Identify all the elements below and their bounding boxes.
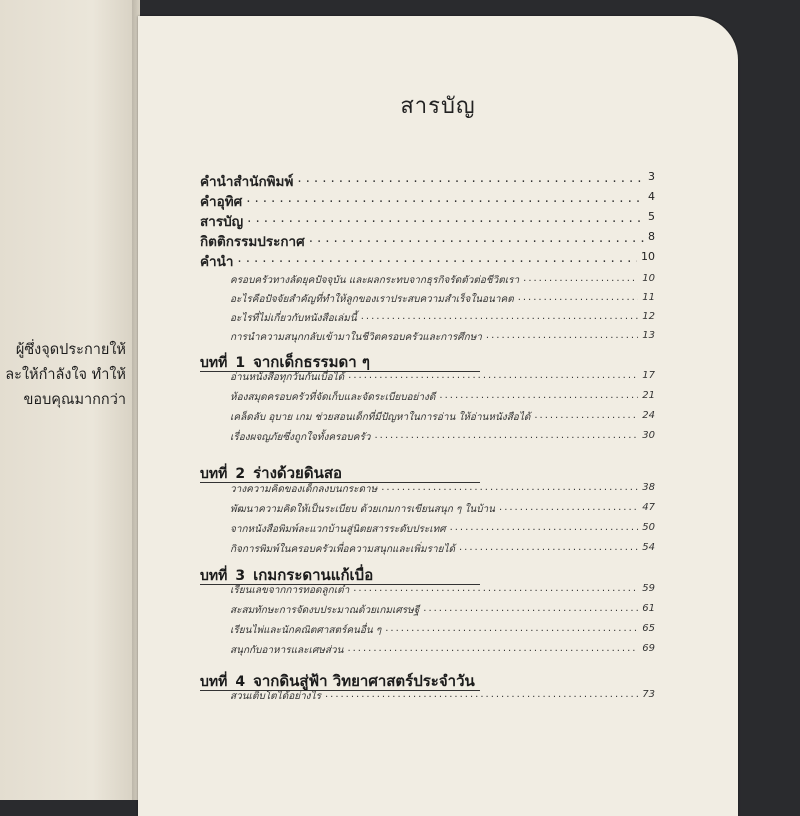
- toc-entry-page: 4: [648, 190, 655, 203]
- toc-sub-entry-page: 73: [642, 689, 655, 700]
- left-page-line: ละให้กำลังใจ ทำให้: [5, 367, 126, 383]
- toc-entry-label: คำนำสำนักพิมพ์: [200, 174, 294, 190]
- toc-entry-label: สารบัญ: [200, 214, 244, 230]
- toc-sub-entry-page: 61: [642, 603, 655, 614]
- toc-sub-entry: [230, 273, 655, 287]
- left-page: [0, 0, 132, 800]
- leader-dots: [439, 390, 638, 404]
- toc-sub-entry-label: อะไรที่ไม่เกี่ยวกับหนังสือเล่มนี้: [230, 313, 357, 324]
- leader-dots: [237, 250, 637, 268]
- leader-dots: [450, 522, 639, 536]
- toc-sub-entry-label: เรียนไพ่และนักคณิตศาสตร์คนอื่น ๆ: [230, 625, 382, 636]
- toc-sub-entry-page: 24: [642, 410, 655, 421]
- chapter-label: บทที่: [200, 466, 228, 482]
- toc-sub-entry: [230, 689, 655, 703]
- toc-sub-entry-page: 47: [642, 502, 655, 513]
- toc-sub-entry: [230, 370, 655, 384]
- chapter-number: 2: [235, 466, 246, 482]
- leader-dots: [423, 603, 638, 617]
- toc-sub-entry-label: จากหนังสือพิมพ์ละแวกบ้านสู่นิตยสารระดับประเทศ: [230, 524, 446, 535]
- leader-dots: [385, 623, 638, 637]
- toc-entry: [200, 170, 655, 188]
- toc-sub-entry-label: เคล็ดลับ อุบาย เกม ช่วยสอนเด็กที่มีปัญหาในการอ่าน ให้อ่านหนังสือได้: [230, 412, 531, 423]
- toc-sub-entry-label: ครอบครัวทางลัดยุคปัจจุบัน และผลกระทบจากธุรกิจรัดตัวต่อชีวิตเรา: [230, 275, 520, 286]
- toc-sub-entry: [230, 292, 655, 306]
- toc-sub-entry: [230, 330, 655, 344]
- leader-dots: [309, 230, 644, 248]
- toc-sub-entry-label: เรื่องผจญภัยซึ่งถูกใจทั้งครอบครัว: [230, 432, 371, 443]
- toc-sub-entry-label: วางความคิดของเด็กลงบนกระดาษ: [230, 484, 378, 495]
- toc-sub-entry-label: การนำความสนุกกลับเข้ามาในชีวิตครอบครัวและการศึกษา: [230, 332, 482, 343]
- leader-dots: [353, 583, 638, 597]
- toc-sub-entry-page: 38: [642, 482, 655, 493]
- chapter-title: เกมกระดานแก้เบื่อ: [253, 566, 374, 584]
- toc-sub-entry: [230, 430, 655, 444]
- toc-entry-label: กิตติกรรมประกาศ: [200, 234, 305, 250]
- toc-sub-entry-page: 54: [642, 542, 655, 553]
- toc-entry-label: คำนำ: [200, 254, 234, 270]
- toc-sub-entry-label: สนุกกับอาหารและเศษส่วน: [230, 645, 344, 656]
- toc-sub-entry: [230, 542, 655, 556]
- leader-dots: [325, 689, 638, 703]
- leader-dots: [523, 273, 638, 287]
- leader-dots: [459, 542, 638, 556]
- left-page-line: ขอบคุณมากกว่า: [23, 392, 126, 408]
- left-page-line: ผู้ซึ่งจุดประกายให้: [15, 342, 126, 358]
- chapter-number: 1: [235, 355, 246, 371]
- toc-sub-entry-label: กิจการพิมพ์ในครอบครัวเพื่อความสนุกและเพิ่มรายได้: [230, 544, 455, 555]
- toc-entry-page: 5: [648, 210, 655, 223]
- chapter-number: 3: [235, 568, 246, 584]
- leader-dots: [297, 170, 644, 188]
- toc-sub-entry-page: 21: [642, 390, 655, 401]
- chapter-number: 4: [235, 674, 246, 690]
- chapter-title: จากดินสู่ฟ้า วิทยาศาสตร์ประจำวัน: [253, 672, 475, 690]
- chapter-label: บทที่: [200, 674, 228, 690]
- toc-sub-entry-page: 10: [642, 273, 655, 284]
- toc-entry-page: 8: [648, 230, 655, 243]
- toc-sub-entry: [230, 502, 655, 516]
- toc-sub-entry-label: เรียนเลขจากการทอดลูกเต๋า: [230, 585, 350, 596]
- toc-sub-entry: [230, 623, 655, 637]
- toc-sub-entry: [230, 482, 655, 496]
- toc-sub-entry-page: 30: [642, 430, 655, 441]
- leader-dots: [486, 330, 638, 344]
- toc-sub-entry-page: 50: [642, 522, 655, 533]
- chapter-heading: [200, 461, 342, 481]
- chapter-heading: [200, 350, 370, 370]
- leader-dots: [381, 482, 638, 496]
- toc-sub-entry-label: สะสมทักษะการจัดงบประมาณด้วยเกมเศรษฐี: [230, 605, 420, 616]
- toc-page: [138, 16, 738, 816]
- toc-sub-entry: [230, 603, 655, 617]
- toc-entry: [200, 230, 655, 248]
- toc-sub-entry-label: สวนเติบโตได้อย่างไร: [230, 691, 321, 702]
- toc-sub-entry: [230, 583, 655, 597]
- toc-entry: [200, 210, 655, 228]
- leader-dots: [374, 430, 638, 444]
- chapter-title: จากเด็กธรรมดา ๆ: [253, 353, 370, 371]
- toc-sub-entry-page: 69: [642, 643, 655, 654]
- chapter-label: บทที่: [200, 568, 228, 584]
- toc-sub-entry-label: อะไรคือปัจจัยสำคัญที่ทำให้ลูกของเราประสบความสำเร็จในอนาคต: [230, 294, 514, 305]
- toc-sub-entry-label: อ่านหนังสือทุกวันกันเบื่อได้: [230, 372, 345, 383]
- toc-sub-entry-page: 11: [642, 292, 655, 303]
- leader-dots: [361, 311, 639, 325]
- chapter-title: ร่างด้วยดินสอ: [253, 464, 343, 482]
- toc-entry-label: คำอุทิศ: [200, 194, 243, 210]
- leader-dots: [246, 190, 644, 208]
- toc-sub-entry: [230, 522, 655, 536]
- toc-sub-entry: [230, 643, 655, 657]
- toc-entry-page: 3: [648, 170, 655, 183]
- leader-dots: [518, 292, 639, 306]
- toc-sub-entry-label: พัฒนาความคิดให้เป็นระเบียบ ด้วยเกมการเขียนสนุก ๆ ในบ้าน: [230, 504, 496, 515]
- leader-dots: [499, 502, 638, 516]
- leader-dots: [348, 370, 638, 384]
- leader-dots: [347, 643, 638, 657]
- toc-entry: [200, 190, 655, 208]
- toc-sub-entry-page: 65: [642, 623, 655, 634]
- chapter-label: บทที่: [200, 355, 228, 371]
- toc-entry-page: 10: [641, 250, 655, 263]
- chapter-heading: [200, 669, 475, 689]
- toc-entry: [200, 250, 655, 268]
- toc-sub-entry: [230, 410, 655, 424]
- toc-sub-entry-page: 12: [642, 311, 655, 322]
- toc-sub-entry: [230, 311, 655, 325]
- toc-sub-entry-page: 59: [642, 583, 655, 594]
- toc-sub-entry-label: ห้องสมุดครอบครัวที่จัดเก็บและจัดระเบียบอย่างดี: [230, 392, 436, 403]
- toc-sub-entry: [230, 390, 655, 404]
- chapter-heading: [200, 563, 373, 583]
- leader-dots: [247, 210, 644, 228]
- toc-title: สารบัญ: [400, 94, 476, 119]
- leader-dots: [534, 410, 638, 424]
- toc-sub-entry-page: 13: [642, 330, 655, 341]
- toc-sub-entry-page: 17: [642, 370, 655, 381]
